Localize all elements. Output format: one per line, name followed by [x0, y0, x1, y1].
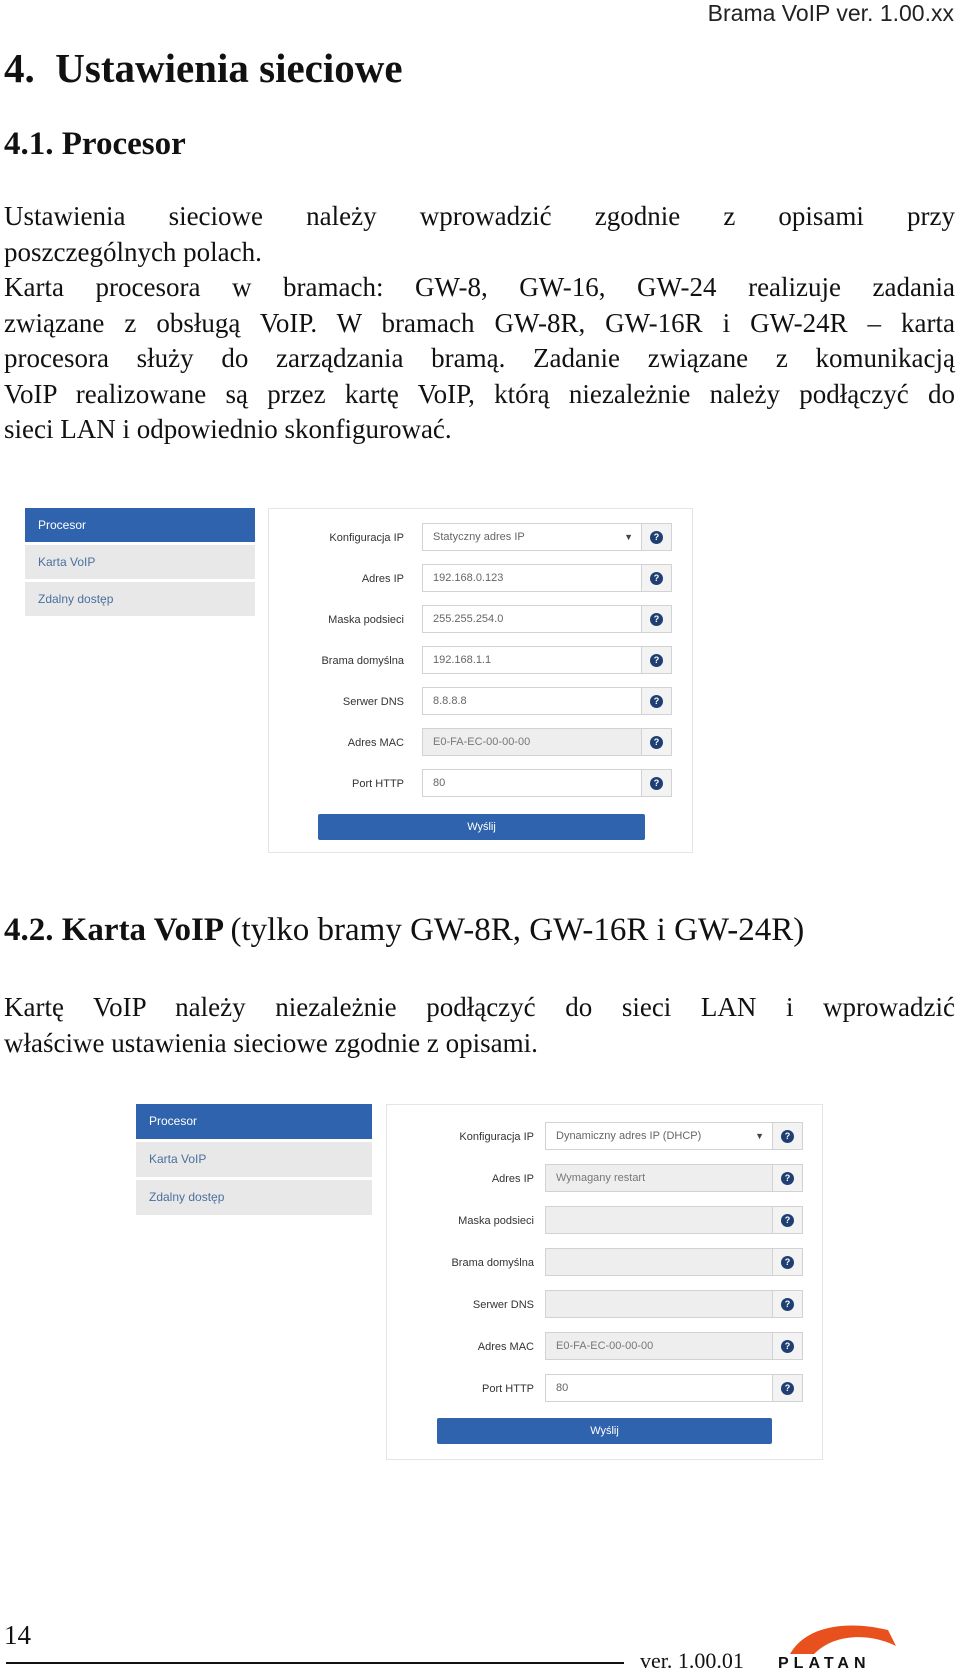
field-label: Serwer DNS: [472, 1299, 534, 1311]
menu-item-zdalny-dostep[interactable]: Zdalny dostęp: [136, 1180, 372, 1215]
send-button[interactable]: Wyślij: [318, 814, 645, 840]
field-label: Konfiguracja IP: [329, 532, 404, 544]
ip-config-select[interactable]: [422, 523, 642, 551]
form-row-ip-config: [269, 523, 694, 553]
footer-version: ver. 1.00.01: [640, 1648, 744, 1673]
subnet-mask-input[interactable]: 255.255.254.0: [422, 605, 642, 633]
field-label: Brama domyślna: [451, 1257, 534, 1269]
ip-address-input[interactable]: 192.168.0.123: [422, 564, 642, 592]
dns-field: [545, 1290, 773, 1318]
form-row-mac: [387, 1332, 824, 1362]
select-value: Statyczny adres IP: [433, 531, 525, 543]
help-icon: ?: [781, 1298, 794, 1311]
paragraph-line: Kartę VoIP należy niezależnie podłączyć do sieci LAN i wprowadzić: [4, 992, 955, 1022]
chevron-down-icon: ▼: [624, 532, 633, 542]
send-button[interactable]: Wyślij: [437, 1418, 772, 1444]
help-icon: ?: [650, 654, 663, 667]
form-row-mac: [269, 728, 694, 758]
help-icon: ?: [650, 695, 663, 708]
field-label: Port HTTP: [352, 778, 404, 790]
help-icon: ?: [650, 531, 663, 544]
platan-logo: [776, 1620, 902, 1670]
field-label: Adres MAC: [347, 737, 404, 749]
help-icon: ?: [781, 1214, 794, 1227]
section-paragraph-procesor: [4, 199, 955, 448]
paragraph-line: poszczególnych polach.: [4, 236, 262, 267]
help-button[interactable]: [773, 1122, 803, 1150]
help-button[interactable]: [773, 1164, 803, 1192]
menu-item-karta-voip[interactable]: Karta VoIP: [136, 1142, 372, 1177]
form-row-subnet-mask: [269, 605, 694, 635]
field-label: Adres MAC: [477, 1341, 534, 1353]
ip-address-field: Wymagany restart: [545, 1164, 773, 1192]
field-label: Port HTTP: [482, 1383, 534, 1395]
menu-item-procesor[interactable]: Procesor: [136, 1104, 372, 1139]
help-icon: ?: [781, 1256, 794, 1269]
paragraph-line: właściwe ustawienia sieciowe zgodnie z opisami.: [4, 1027, 538, 1058]
help-icon: ?: [781, 1340, 794, 1353]
page-number: 14: [4, 1620, 31, 1650]
footer-divider: [6, 1662, 624, 1664]
help-button[interactable]: [773, 1206, 803, 1234]
help-icon: ?: [650, 736, 663, 749]
field-label: Brama domyślna: [321, 655, 404, 667]
logo-swoosh-icon: [790, 1625, 896, 1654]
paragraph-line: związane z obsługą VoIP. W bramach GW-8R, GW-16R i GW-24R – karta: [4, 307, 955, 338]
help-button[interactable]: [642, 687, 672, 715]
paragraph-line: Ustawienia sieciowe należy wprowadzić zgodnie z opisami przy: [4, 201, 955, 231]
paragraph-line: Karta procesora w bramach: GW-8, GW-16, GW-24 realizuje zadania: [4, 272, 955, 302]
help-button[interactable]: [773, 1374, 803, 1402]
help-button[interactable]: [642, 605, 672, 633]
help-button[interactable]: [642, 769, 672, 797]
help-icon: ?: [781, 1130, 794, 1143]
section-heading-bold: 4.2. Karta VoIP: [4, 912, 223, 948]
field-label: Maska podsieci: [328, 614, 404, 626]
help-button[interactable]: [773, 1290, 803, 1318]
chapter-number: 4.: [4, 45, 35, 91]
form-row-ip-address: [387, 1164, 824, 1194]
form-row-gateway: [269, 646, 694, 676]
section-heading-procesor: 4.1. Procesor: [4, 126, 186, 162]
form-row-dns: [387, 1290, 824, 1320]
side-menu: [25, 508, 255, 619]
chevron-down-icon: ▼: [755, 1131, 764, 1141]
form-row-ip-address: [269, 564, 694, 594]
page-header-title: Brama VoIP ver. 1.00.xx: [707, 0, 954, 26]
form-row-http-port: [269, 769, 694, 799]
help-icon: ?: [781, 1382, 794, 1395]
help-icon: ?: [650, 572, 663, 585]
help-icon: ?: [650, 613, 663, 626]
chapter-title: Ustawienia sieciowe: [55, 45, 403, 91]
dns-input[interactable]: 8.8.8.8: [422, 687, 642, 715]
http-port-input[interactable]: 80: [422, 769, 642, 797]
menu-item-karta-voip[interactable]: Karta VoIP: [25, 545, 255, 579]
menu-item-procesor[interactable]: Procesor: [25, 508, 255, 542]
gateway-input[interactable]: 192.168.1.1: [422, 646, 642, 674]
http-port-input[interactable]: 80: [545, 1374, 773, 1402]
section-paragraph-karta-voip: [4, 990, 955, 1061]
help-button[interactable]: [642, 523, 672, 551]
settings-form: [268, 508, 693, 853]
field-label: Serwer DNS: [342, 696, 404, 708]
help-button[interactable]: [642, 646, 672, 674]
form-row-dns: [269, 687, 694, 717]
section-heading-karta-voip: [4, 912, 804, 949]
help-button[interactable]: [642, 564, 672, 592]
form-row-ip-config: [387, 1122, 824, 1152]
side-menu: [136, 1104, 372, 1218]
field-label: Adres IP: [491, 1173, 534, 1185]
logo-text: PLATAN: [778, 1655, 871, 1670]
ip-config-select[interactable]: [545, 1122, 773, 1150]
select-value: Dynamiczny adres IP (DHCP): [556, 1130, 702, 1142]
help-button[interactable]: [642, 728, 672, 756]
help-button[interactable]: [773, 1248, 803, 1276]
gateway-field: [545, 1248, 773, 1276]
mac-address-field: E0-FA-EC-00-00-00: [545, 1332, 773, 1360]
form-row-subnet-mask: [387, 1206, 824, 1236]
mac-address-field: E0-FA-EC-00-00-00: [422, 728, 642, 756]
paragraph-line: procesora służy do zarządzania bramą. Zadanie związane z komunikacją: [4, 343, 955, 373]
subnet-mask-field: [545, 1206, 773, 1234]
menu-item-zdalny-dostep[interactable]: Zdalny dostęp: [25, 582, 255, 616]
field-label: Maska podsieci: [458, 1215, 534, 1227]
paragraph-line: sieci LAN i odpowiednio skonfigurować.: [4, 414, 452, 444]
field-label: Adres IP: [361, 573, 404, 585]
form-row-gateway: [387, 1248, 824, 1278]
help-button[interactable]: [773, 1332, 803, 1360]
chapter-heading: [4, 44, 403, 92]
help-icon: ?: [650, 777, 663, 790]
section-heading-note: (tylko bramy GW-8R, GW-16R i GW-24R): [230, 912, 805, 948]
help-icon: ?: [781, 1172, 794, 1185]
form-row-http-port: [387, 1374, 824, 1404]
field-label: Konfiguracja IP: [459, 1131, 534, 1143]
settings-form: [386, 1104, 823, 1460]
paragraph-line: VoIP realizowane są przez kartę VoIP, którą niezależnie należy podłączyć do: [4, 378, 955, 409]
